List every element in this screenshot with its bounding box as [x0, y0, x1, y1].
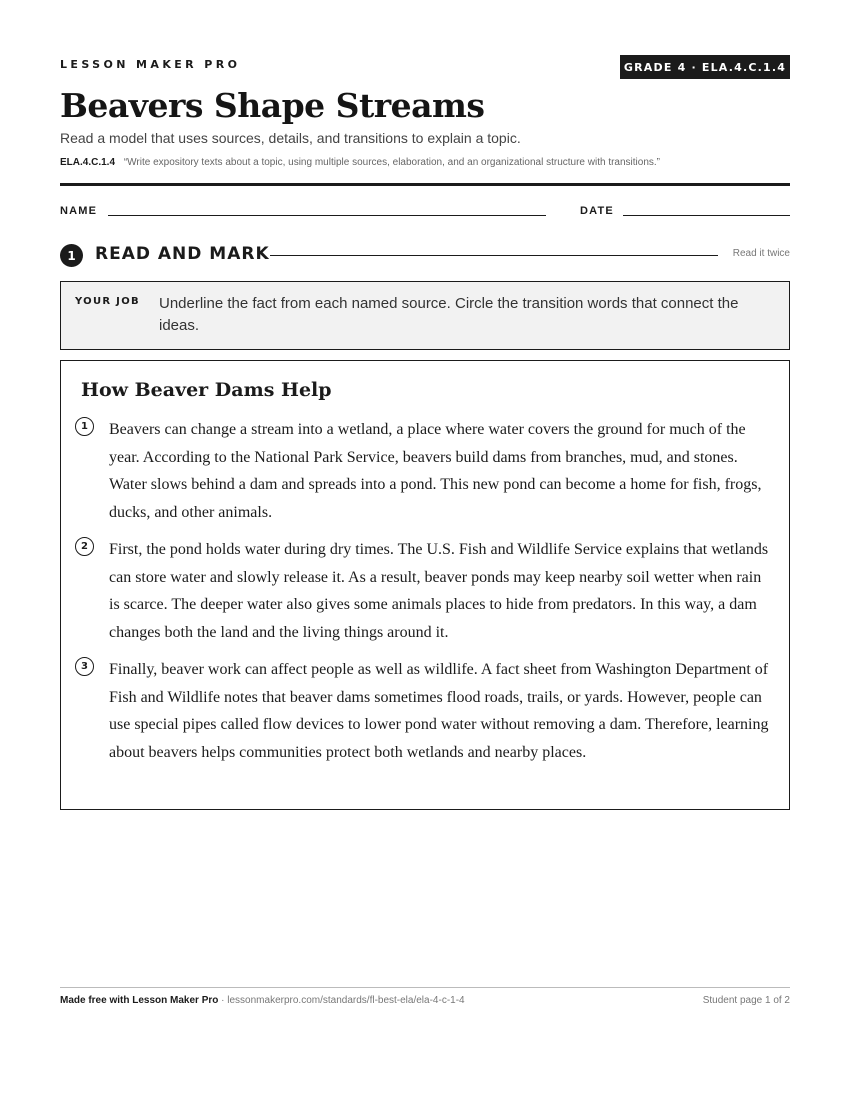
section-note: Read it twice [732, 248, 790, 259]
grade-badge: GRADE 4 · ELA.4.C.1.4 [620, 55, 790, 79]
standard-text: “Write expository texts about a topic, using multiple sources, elaboration, and an organizational structure with transitions.” [123, 157, 661, 168]
section-header [60, 242, 790, 268]
footer-divider [60, 987, 790, 988]
date-label: DATE [580, 205, 614, 217]
name-field[interactable] [108, 215, 546, 216]
paragraph-text[interactable]: Finally, beaver work can affect people as well as wildlife. A fact sheet from Washington Department of Fish and Wildlife notes that beaver dams sometimes flood roads, trails, or yards. However, people can use special pipes called flow devices to lower pond water without removing a dam. Therefore, learning about beavers helps communities protect both wetlands and nearby places. [109, 661, 769, 761]
passage-title: How Beaver Dams Help [81, 379, 332, 401]
paragraph-text[interactable]: First, the pond holds water during dry times. The U.S. Fish and Wildlife Service explains that wetlands can store water and slowly release it. As a result, beaver ponds may keep nearby soil wetter when rain is scarce. The deeper water also gives some animals places to hide from predators. In this way, a dam changes both the land and the living things around it. [109, 541, 769, 641]
instructions-label: YOUR JOB [75, 296, 140, 307]
instructions-text: Underline the fact from each named source. Circle the transition words that connect the ideas. [159, 295, 739, 334]
footer-url[interactable]: · lessonmakerpro.com/standards/fl-best-ela/ela-4-c-1-4 [218, 995, 465, 1006]
reading-passage [60, 360, 790, 810]
standard-code: ELA.4.C.1.4 [60, 157, 116, 168]
paragraph-text[interactable]: Beavers can change a stream into a wetland, a place where water covers the ground for much of the year. According to the National Park Service, beavers build dams from branches, mud, and stones. Water slows behind a dam and spreads into a pond. This new pond can become a home for fish, frogs, ducks, and other animals. [109, 421, 762, 521]
paragraph-number: 1 [75, 417, 94, 436]
page-title: Beavers Shape Streams [60, 86, 485, 125]
page-subtitle: Read a model that uses sources, details, and transitions to explain a topic. [60, 130, 521, 146]
standard-line [60, 157, 660, 168]
name-label: NAME [60, 205, 98, 217]
section-title: READ AND MARK [95, 244, 270, 264]
footer-made-with: Made free with Lesson Maker Pro [60, 995, 219, 1006]
section-number: 1 [60, 244, 83, 267]
header-divider [60, 183, 790, 186]
paragraph-number: 2 [75, 537, 94, 556]
date-field[interactable] [623, 215, 790, 216]
paragraph-number: 3 [75, 657, 94, 676]
instructions-box [60, 281, 790, 350]
footer-credit [60, 995, 465, 1006]
footer-page-number: Student page 1 of 2 [702, 995, 790, 1006]
brand-name: LESSON MAKER PRO [60, 58, 241, 71]
section-rule [270, 255, 718, 256]
